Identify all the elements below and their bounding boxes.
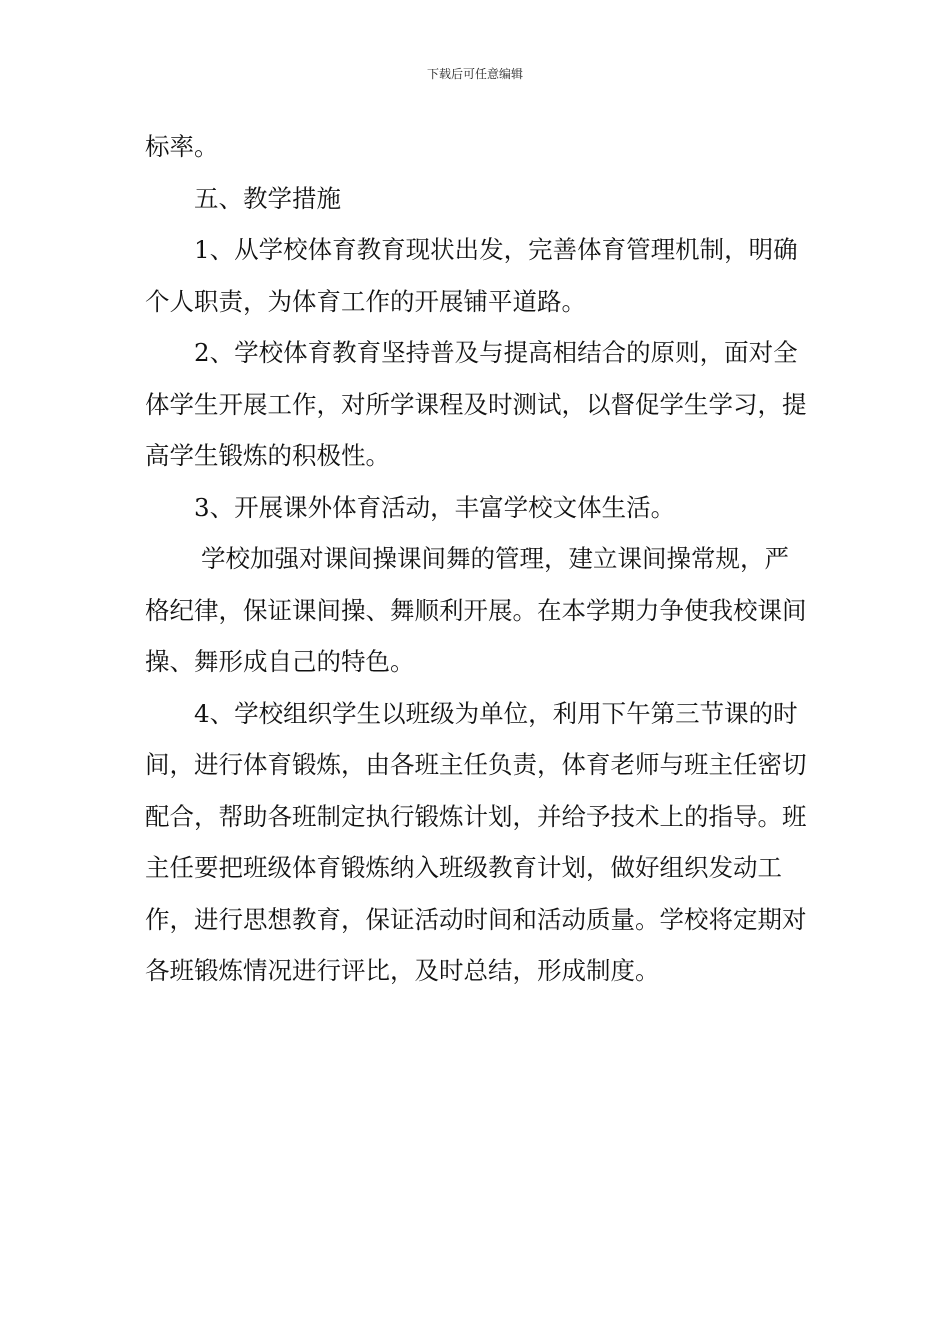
page-header: 下载后可任意编辑 — [426, 67, 523, 81]
paragraph-item-3: 3、开展课外体育活动，丰富学校文体生活。 — [194, 492, 676, 522]
paragraph-item-2: 2、学校体育教育坚持普及与提高相结合的原则，面对全体学生开展工作，对所学课程及时测试，以督促学生学习，提高学生锻炼的积极性。 — [145, 338, 807, 470]
document-body — [145, 121, 807, 997]
section-heading: 五、教学措施 — [194, 183, 341, 213]
paragraph-item-4: 4、学校组织学生以班级为单位，利用下午第三节课的时间，进行体育锻炼，由各班主任负责，体育老师与班主任密切配合，帮助各班制定执行锻炼计划，并给予技术上的指导。班主任要把班级体育锻炼纳入班级教育计划，做好组织发动工作，进行思想教育，保证活动时间和活动质量。学校将定期对各班锻炼情况进行评比，及时总结，形成制度。 — [145, 698, 807, 985]
paragraph-item-1: 1、从学校体育教育现状出发，完善体育管理机制，明确个人职责，为体育工作的开展铺平道路。 — [145, 235, 798, 316]
paragraph-continuation: 标率。 — [145, 132, 219, 161]
paragraph-exercise: 学校加强对课间操课间舞的管理，建立课间操常规，严格纪律，保证课间操、舞顺利开展。在本学期力争使我校课间操、舞形成自己的特色。 — [145, 544, 807, 676]
